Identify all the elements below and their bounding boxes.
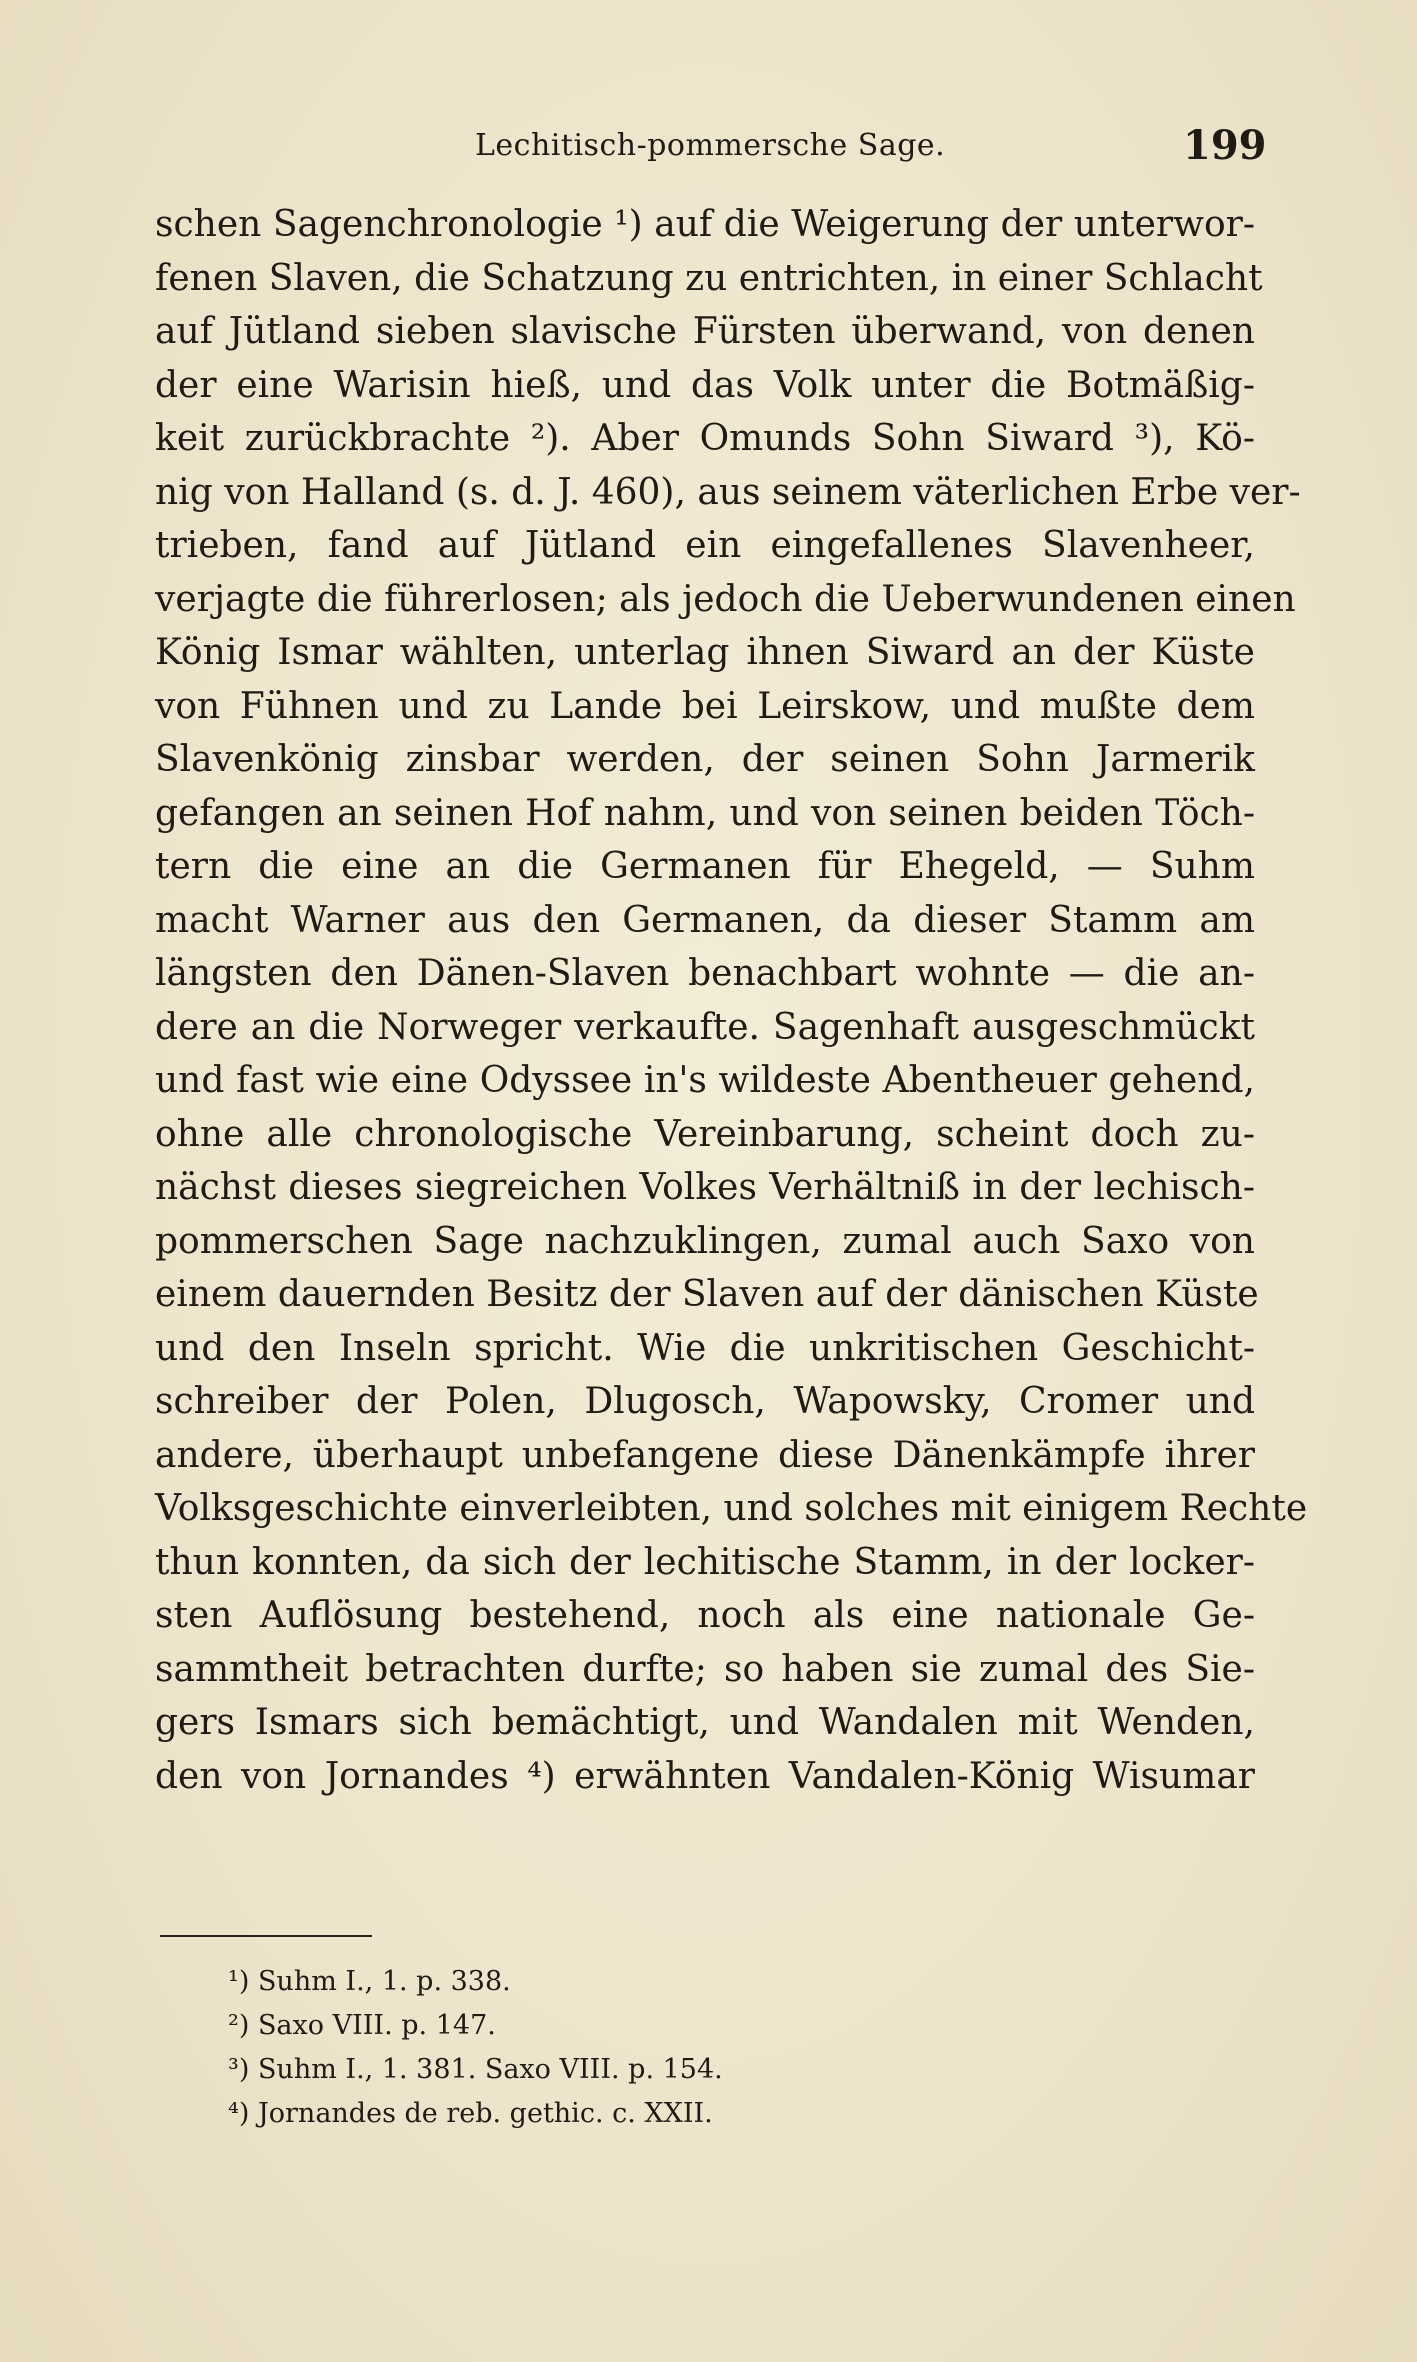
text-line: dere an die Norweger verkaufte. Sagenhaft ausgeschmückt [155,1006,1255,1048]
text-line: sten Auflösung bestehend, noch als eine nationale Ge- [155,1595,1255,1636]
text-line: pommerschen Sage nachzuklingen, zumal auch Saxo von [155,1220,1255,1262]
text-line: andere, überhaupt unbefangene diese Dänenkämpfe ihrer [155,1434,1255,1476]
body-text [155,198,1308,1803]
text-line: nächst dieses siegreichen Volkes Verhältniß in der lechisch- [155,1167,1255,1208]
text-line: verjagte die führerlosen; als jedoch die Ueberwundenen einen [155,578,1296,620]
text-line: ohne alle chronologische Vereinbarung, scheint doch zu- [155,1113,1255,1155]
running-title: Lechitisch-pommersche Sage. [475,128,946,163]
text-line: schen Sagenchronologie ¹) auf die Weigerung der unterwor- [155,204,1255,245]
text-line: nig von Halland (s. d. J. 460), aus seinem väterlichen Erbe ver- [155,471,1301,513]
text-line: thun konnten, da sich der lechitische Stamm, in der locker- [155,1541,1255,1583]
text-line: fenen Slaven, die Schatzung zu entrichten, in einer Schlacht [155,257,1263,299]
text-line: König Ismar wählten, unterlag ihnen Siward an der Küste [155,632,1255,673]
text-line: der eine Warisin hieß, und das Volk unter die Botmäßig- [155,364,1255,406]
text-line: auf Jütland sieben slavische Fürsten überwand, von denen [155,311,1255,352]
text-line: von Fühnen und zu Lande bei Leirskow, und mußte dem [155,685,1255,727]
text-line: keit zurückbrachte ²). Aber Omunds Sohn Siward ³), Kö- [155,418,1255,459]
text-line: und fast wie eine Odyssee in's wildeste Abentheuer gehend, [155,1060,1255,1101]
text-line: macht Warner aus den Germanen, da dieser Stamm am [155,899,1255,941]
footnote: ²) Saxo VIII. p. 147. [228,2010,496,2041]
text-line: Slavenkönig zinsbar werden, der seinen Sohn Jarmerik [155,739,1255,780]
footnote: ¹) Suhm I., 1. p. 338. [228,1966,511,1997]
text-line: einem dauernden Besitz der Slaven auf der dänischen Küste [155,1274,1259,1315]
page-number: 199 [1183,122,1267,169]
text-line: schreiber der Polen, Dlugosch, Wapowsky, Cromer und [155,1381,1255,1422]
footnotes [228,1960,723,2136]
text-line: sammtheit betrachten durfte; so haben sie zumal des Sie- [155,1648,1255,1690]
text-line: trieben, fand auf Jütland ein eingefallenes Slavenheer, [155,525,1255,566]
text-line: längsten den Dänen-Slaven benachbart wohnte — die an- [155,953,1255,994]
text-line: und den Inseln spricht. Wie die unkritischen Geschicht- [155,1327,1255,1369]
text-line: gers Ismars sich bemächtigt, und Wandalen mit Wenden, [155,1702,1255,1743]
footnote: ³) Suhm I., 1. 381. Saxo VIII. p. 154. [228,2054,723,2085]
text-line: gefangen an seinen Hof nahm, und von seinen beiden Töch- [155,792,1255,834]
footnote-rule [160,1935,372,1937]
text-line: den von Jornandes ⁴) erwähnten Vandalen-König Wisumar [155,1755,1255,1797]
text-line: tern die eine an die Germanen für Ehegeld, — Suhm [155,846,1255,887]
text-line: Volksgeschichte einverleibten, und solches mit einigem Rechte [155,1488,1308,1529]
footnote: ⁴) Jornandes de reb. gethic. c. XXII. [228,2098,713,2129]
